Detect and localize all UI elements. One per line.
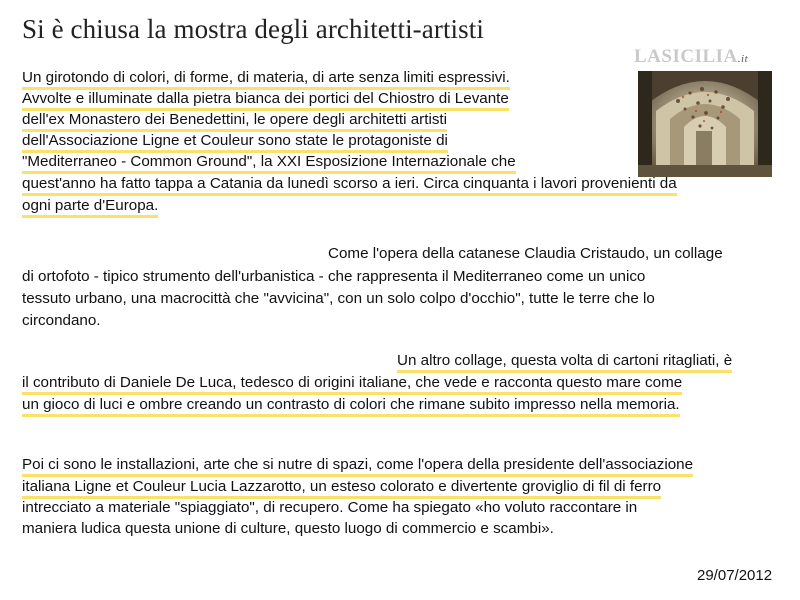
paragraph-1-line-1: Un girotondo di colori, di forme, di materia, di arte senza limiti espressivi. — [22, 69, 510, 90]
paragraph-1-line-4: dell'Associazione Ligne et Couleur sono state le protagoniste di — [22, 132, 448, 153]
paragraph-3-line-3: un gioco di luci e ombre creando un contrasto di colori che rimane subito impresso nella memoria. — [22, 396, 680, 417]
paragraph-2-line-1: Come l'opera della catanese Claudia Cristaudo, un collage — [328, 245, 723, 262]
paragraph-3-line-2: il contributo di Daniele De Luca, tedesco di origini italiane, che vede e racconta questo mare come — [22, 374, 682, 395]
paragraph-3-line-1: Un altro collage, questa volta di cartoni ritagliati, è — [397, 352, 732, 373]
paragraph-2-line-4: circondano. — [22, 312, 101, 329]
paragraph-1-line-6: quest'anno ha fatto tappa a Catania da lunedì scorso a ieri. Circa cinquanta i lavori provenienti da — [22, 175, 677, 196]
paragraph-4-line-4: maniera ludica questa unione di culture, questo luogo di commercio e scambi». — [22, 520, 554, 537]
paragraph-1-line-7: ogni parte d'Europa. — [22, 197, 158, 218]
cloister-photo-image — [638, 71, 772, 177]
cloister-photo — [638, 71, 772, 177]
logo-name: LASICILIA — [634, 46, 738, 67]
paragraph-4-line-2: italiana Ligne et Couleur Lucia Lazzarotto, un esteso colorato e divertente groviglio di fil di ferro — [22, 478, 661, 499]
paragraph-1-line-5: "Mediterraneo - Common Ground", la XXI Esposizione Internazionale che — [22, 153, 516, 174]
publication-date: 29/07/2012 — [697, 567, 773, 584]
paragraph-4-line-3: intrecciato a materiale "spiaggiato", di recupero. Come ha spiegato «ho voluto raccontare in — [22, 499, 638, 516]
paragraph-4-line-1: Poi ci sono le installazioni, arte che si nutre di spazi, come l'opera della presidente dell'associazione — [22, 456, 693, 477]
logo-suffix: .it — [737, 53, 749, 65]
paragraph-1-line-2: Avvolte e illuminate dalla pietra bianca dei portici del Chiostro di Levante — [22, 90, 509, 111]
newspaper-logo — [634, 46, 748, 68]
paragraph-2-line-2: di ortofoto - tipico strumento dell'urbanistica - che rappresenta il Mediterraneo come un unico — [22, 268, 646, 285]
paragraph-1-line-3: dell'ex Monastero dei Benedettini, le opere degli architetti artisti — [22, 111, 447, 132]
paragraph-2-line-3: tessuto urbano, una macrocittà che "avvicina", con un solo colpo d'occhio", tutte le terre che lo — [22, 290, 655, 307]
article-headline: Si è chiusa la mostra degli architetti-artisti — [22, 14, 484, 44]
